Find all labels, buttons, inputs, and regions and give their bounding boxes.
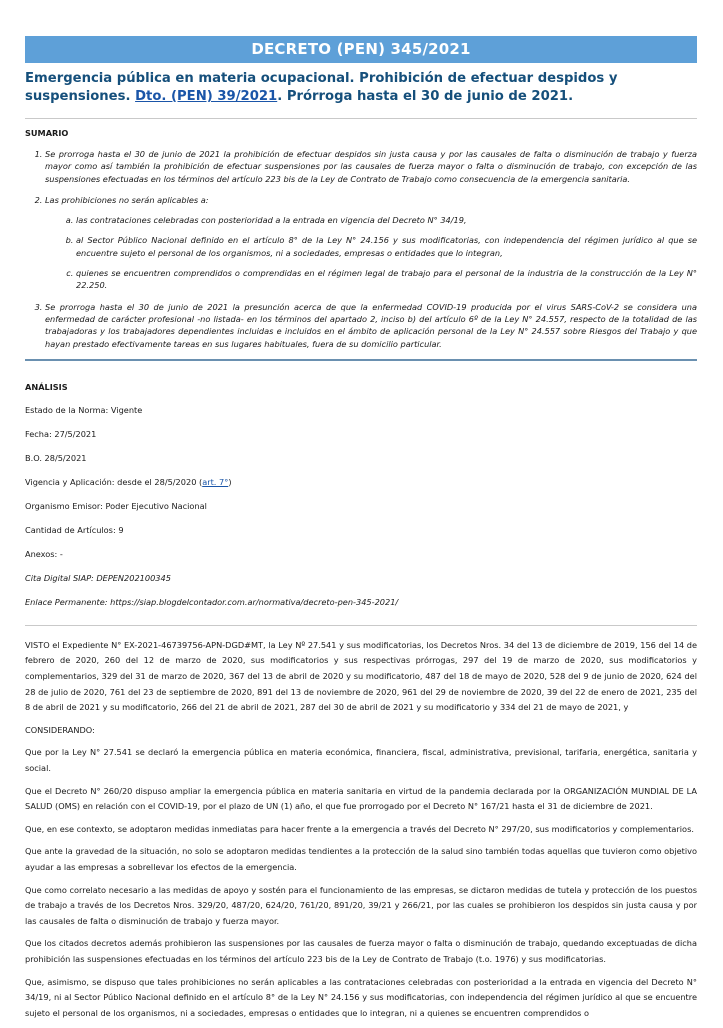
- considerando-paragraph: Que los citados decretos además prohibieron las suspensiones por las causales de fuerza mayor o falta o disminución de trabajo, quedando exceptuadas de dicha prohibición las suspensiones efectuadas en los términos del artículo 223 bis de la Ley de Contrato de Trabajo (t.o. 1976) y sus modificatorias.: [25, 938, 697, 964]
- considerando-paragraph: Que, asimismo, se dispuso que tales prohibiciones no serán aplicables a las contrataciones celebradas con posterioridad a la entrada en vigencia del Decreto N° 34/19, ni al Sector Público Nacional definido en el artículo 8° de la Ley N° 24.156 y sus modificatorias, con independencia del régimen jurídico al que se encuentre sujeto el personal de los organismos, ni a sociedades, empresas o entidades que lo integran, ni a quienes se encuentren comprendidos o: [25, 976, 697, 1018]
- vigencia-text: Vigencia y Aplicación: desde el 28/5/2020 (: [25, 476, 203, 487]
- decree-body: [25, 638, 697, 1021]
- art-7-link[interactable]: art. 7°: [202, 476, 229, 487]
- decree-banner: DECRETO (PEN) 345/2021: [25, 36, 697, 63]
- sumario-item: [45, 301, 697, 350]
- cantidad-articulos: Cantidad de Artículos: 9: [25, 524, 124, 535]
- visto-paragraph: VISTO el Expediente N° EX-2021-46739756-APN-DGD#MT, la Ley Nº 27.541 y sus modificatorias, los Decretos Nros. 34 del 13 de diciembre de 2019, 156 del 14 de febrero de 2020, 260 del 12 de marzo de 2020, sus modificatorios y sus respectivas prórrogas, 297 del 19 de marzo de 2020, sus modificatorios y complementarios, 329 del 31 de marzo de 2020, 367 del 13 de abril de 2020 y su modificatorio, 487 del 18 de mayo de 2020, 528 del 9 de junio de 2020, 624 del 28 de julio de 2020, 761 del 23 de septiembre de 2020, 891 del 13 de noviembre de 2020, 961 del 29 de noviembre de 2020, 39 del 22 de enero de 2021, 235 del 8 de abril de 2021 y su modificatorio, 266 del 21 de abril de 2021, 287 del 30 de abril de 2021 y su modificatorio y 334 del 21 de mayo de 2021, y: [25, 639, 697, 713]
- divider: [25, 625, 697, 626]
- sumario-sublist: [45, 214, 697, 291]
- sumario-item: [45, 194, 697, 292]
- headline-text-suffix: . Prórroga hasta el 30 de junio de 2021.: [277, 89, 574, 104]
- fecha: Fecha: 27/5/2021: [25, 428, 97, 439]
- divider: [25, 118, 697, 119]
- considerando-paragraph: Que, en ese contexto, se adoptaron medidas inmediatas para hacer frente a la emergencia a través del Decreto N° 297/20, sus modificatorios y complementarios.: [25, 823, 694, 834]
- enlace-permanente: Enlace Permanente: https://siap.blogdelcontador.com.ar/normativa/decreto-pen-345-2021/: [25, 596, 399, 607]
- sumario-subitem: c. quienes se encuentren comprendidos o comprendidas en el régimen legal de trabajo para el personal de la industria de la construcción de la Ley N° 22.250.: [76, 267, 697, 292]
- sumario-item-text: Se prorroga hasta el 30 de junio de 2021 la presunción acerca de que la enfermedad COVID-19 producida por el virus SARS-CoV-2 se considera una enfermedad de carácter profesional -no listada- en los términos del apartado 2, inciso b) del artículo 6º de la Ley N° 24.557, respecto de la totalidad de las trabajadoras y los trabajadores dependientes incluidas e incluidos en el ámbito de aplicación personal de la Ley N° 24.557 sobre Riesgos del Trabajo y que hayan prestado efectivamente tareas en sus lugares habituales, fuera de su domicilio particular.: [45, 301, 697, 349]
- considerando-paragraph: Que como correlato necesario a las medidas de apoyo y sostén para el funcionamiento de las empresas, se dictaron medidas de tutela y protección de los puestos de trabajo a través de los Decretos Nros. 329/20, 487/20, 624/20, 761/20, 891/20, 39/21 y 266/21, por las cuales se prohibieron los despidos sin justa causa y por las causales de falta o disminución de trabajo y fuerza mayor.: [25, 884, 697, 926]
- anexos: Anexos: -: [25, 548, 63, 559]
- decree-headline: [25, 70, 697, 106]
- divider: [25, 359, 697, 361]
- considerando-heading: CONSIDERANDO:: [25, 724, 95, 735]
- headline-text: Emergencia pública en materia ocupacional. Prohibición de efectuar despidos y suspensiones.: [25, 71, 618, 104]
- vigencia: [25, 477, 697, 488]
- sumario-list: [25, 148, 697, 350]
- considerando-paragraph: Que por la Ley N° 27.541 se declaró la emergencia pública en materia económica, financiera, fiscal, administrativa, previsional, tarifaria, energética, sanitaria y social.: [25, 747, 697, 774]
- dto-39-2021-link[interactable]: Dto. (PEN) 39/2021: [135, 89, 278, 104]
- organismo-emisor: Organismo Emisor: Poder Ejecutivo Nacional: [25, 500, 207, 511]
- estado-norma: Estado de la Norma: Vigente: [25, 404, 143, 415]
- boletin-oficial: B.O. 28/5/2021: [25, 452, 87, 463]
- considerando-paragraph: Que ante la gravedad de la situación, no solo se adoptaron medidas tendientes a la protección de la salud sino también todas aquellas que tuvieron como objetivo ayudar a las empresas a sobrellevar los efectos de la emergencia.: [25, 846, 697, 872]
- sumario-heading: SUMARIO: [25, 128, 69, 138]
- sumario-item-text: Se prorroga hasta el 30 de junio de 2021 la prohibición de efectuar despidos sin justa causa y por las causales de falta o disminución de trabajo y fuerza mayor como así también la prohibición de efectuar suspensiones por las causales de fuerza mayor o falta o disminución de trabajo, con excepción de las suspensiones efectuadas en los términos del artículo 223 bis de la Ley de Contrato de Trabajo como consecuencia de la emergencia sanitaria.: [45, 149, 697, 184]
- document-page: [25, 36, 697, 1028]
- analisis-heading: ANÁLISIS: [25, 381, 68, 392]
- vigencia-close: ): [228, 476, 232, 487]
- sumario-item-text: Las prohibiciones no serán aplicables a:: [45, 194, 209, 205]
- sumario-item: [45, 148, 697, 185]
- considerando-paragraph: Que el Decreto N° 260/20 dispuso ampliar la emergencia pública en materia sanitaria en virtud de la pandemia declarada por la ORGANIZACIÓN MUNDIAL DE LA SALUD (OMS) en relación con el COVID-19, por el plazo de UN (1) año, el que fue prorrogado por el Decreto N° 167/21 hasta el 31 de diciembre de 2021.: [25, 785, 697, 812]
- sumario-subitem: b. al Sector Público Nacional definido en el artículo 8° de la Ley N° 24.156 y sus modificatorias, con independencia del régimen jurídico al que se encuentre sujeto el personal de los organismos, ni a sociedades, empresas o entidades que lo integran,: [76, 234, 697, 259]
- sumario-subitem: a. las contrataciones celebradas con posterioridad a la entrada en vigencia del Decreto N° 34/19,: [76, 214, 697, 226]
- cita-digital: Cita Digital SIAP: DEPEN202100345: [25, 572, 171, 583]
